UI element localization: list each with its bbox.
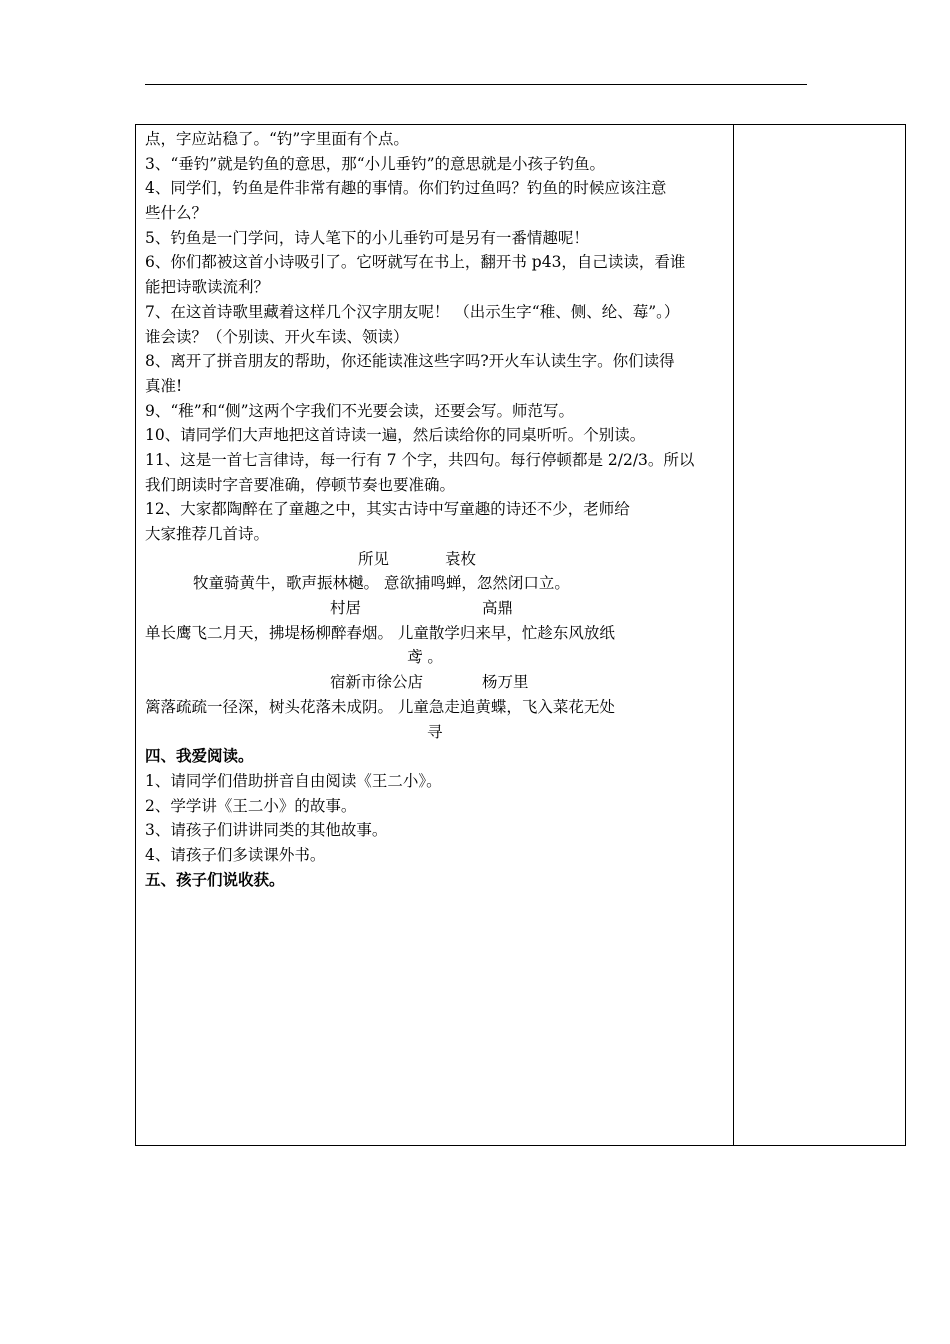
lesson-content (145, 127, 725, 892)
text-line-17: 大家推荐几首诗。 (145, 525, 270, 543)
poem-3-author: 杨万里 (482, 673, 529, 692)
text-line-14: 11、这是一首七言律诗，每一行有 7 个字，共四句。每行停顿都是 2/2/3。所以 (145, 450, 695, 469)
text-line-9: 谁会读？（个别读、开火车读、领读） (145, 327, 409, 346)
text-line-8: 7、在这首诗歌里藏着这样几个汉字朋友呢！ （出示生字“稚、侧、纶、莓”。） (145, 302, 680, 321)
poem-3-text: 篱落疏疏一径深，树头花落未成阴。 儿童急走追黄蝶，飞入菜花无处 (145, 697, 615, 716)
column-divider (733, 125, 734, 1145)
text-line-16: 12、大家都陶醉在了童趣之中，其实古诗中写童趣的诗还不少，老师给 (145, 500, 630, 519)
text-line-10: 8、离开了拼音朋友的帮助，你还能读准这些字吗?开火车认读生字。你们读得 (145, 352, 675, 371)
poem-2-title: 村居 (330, 599, 362, 618)
text-line-5: 5、钓鱼是一门学问，诗人笔下的小儿垂钓可是另有一番情趣呢！ (145, 228, 589, 247)
poem-1-title: 所见 (358, 549, 390, 568)
poem-2-text-end: 鸢 。 (407, 648, 443, 667)
poem-2-text: 单长鹰飞二月天，拂堤杨柳醉春烟。 儿童散学归来早，忙趁东风放纸 (145, 623, 615, 642)
section-4-item-1: 1、请同学们借助拼音自由阅读《王二小》。 (145, 771, 442, 790)
text-line-11: 真准! (145, 376, 183, 395)
text-line-1: 点，字应站稳了。“钓”字里面有个点。 (145, 130, 409, 148)
text-line-2: 3、“垂钓”就是钓鱼的意思，那“小儿垂钓”的意思就是小孩子钓鱼。 (145, 154, 606, 173)
text-line-15: 我们朗读时字音要准确，停顿节奏也要准确。 (145, 475, 456, 494)
text-line-12: 9、“稚”和“侧”这两个字我们不光要会读，还要会写。师范写。 (145, 401, 575, 420)
section-4-item-3: 3、请孩子们讲讲同类的其他故事。 (145, 821, 388, 840)
text-line-6: 6、你们都被这首小诗吸引了。它呀就写在书上，翻开书 p43，自己读读，看谁 (145, 253, 686, 272)
section-4-item-2: 2、学学讲《王二小》的故事。 (145, 796, 357, 815)
text-line-4: 些什么？ (145, 204, 208, 223)
poem-2-author: 高鼎 (482, 599, 514, 618)
text-line-7: 能把诗歌读流利？ (145, 278, 270, 297)
poem-1-author: 袁枚 (445, 549, 477, 568)
section-5-heading: 五、孩子们说收获。 (145, 869, 285, 889)
poem-1-heading (145, 547, 725, 572)
poem-3-title: 宿新市徐公店 (330, 673, 424, 692)
text-line-13: 10、请同学们大声地把这首诗读一遍，然后读给你的同桌听听。个别读。 (145, 426, 646, 445)
poem-3-text-end: 寻 (427, 722, 443, 741)
poem-2-heading (145, 596, 725, 621)
lesson-table (135, 124, 906, 1146)
section-4-heading: 四、我爱阅读。 (145, 746, 254, 766)
section-4-item-4: 4、请孩子们多读课外书。 (145, 845, 326, 864)
header-rule (145, 84, 807, 85)
poem-3-heading (145, 670, 725, 695)
poem-1-text: 牧童骑黄牛，歌声振林樾。 意欲捕鸣蝉，忽然闭口立。 (193, 574, 570, 593)
text-line-3: 4、同学们，钓鱼是件非常有趣的事情。你们钓过鱼吗？钓鱼的时候应该注意 (145, 179, 667, 198)
